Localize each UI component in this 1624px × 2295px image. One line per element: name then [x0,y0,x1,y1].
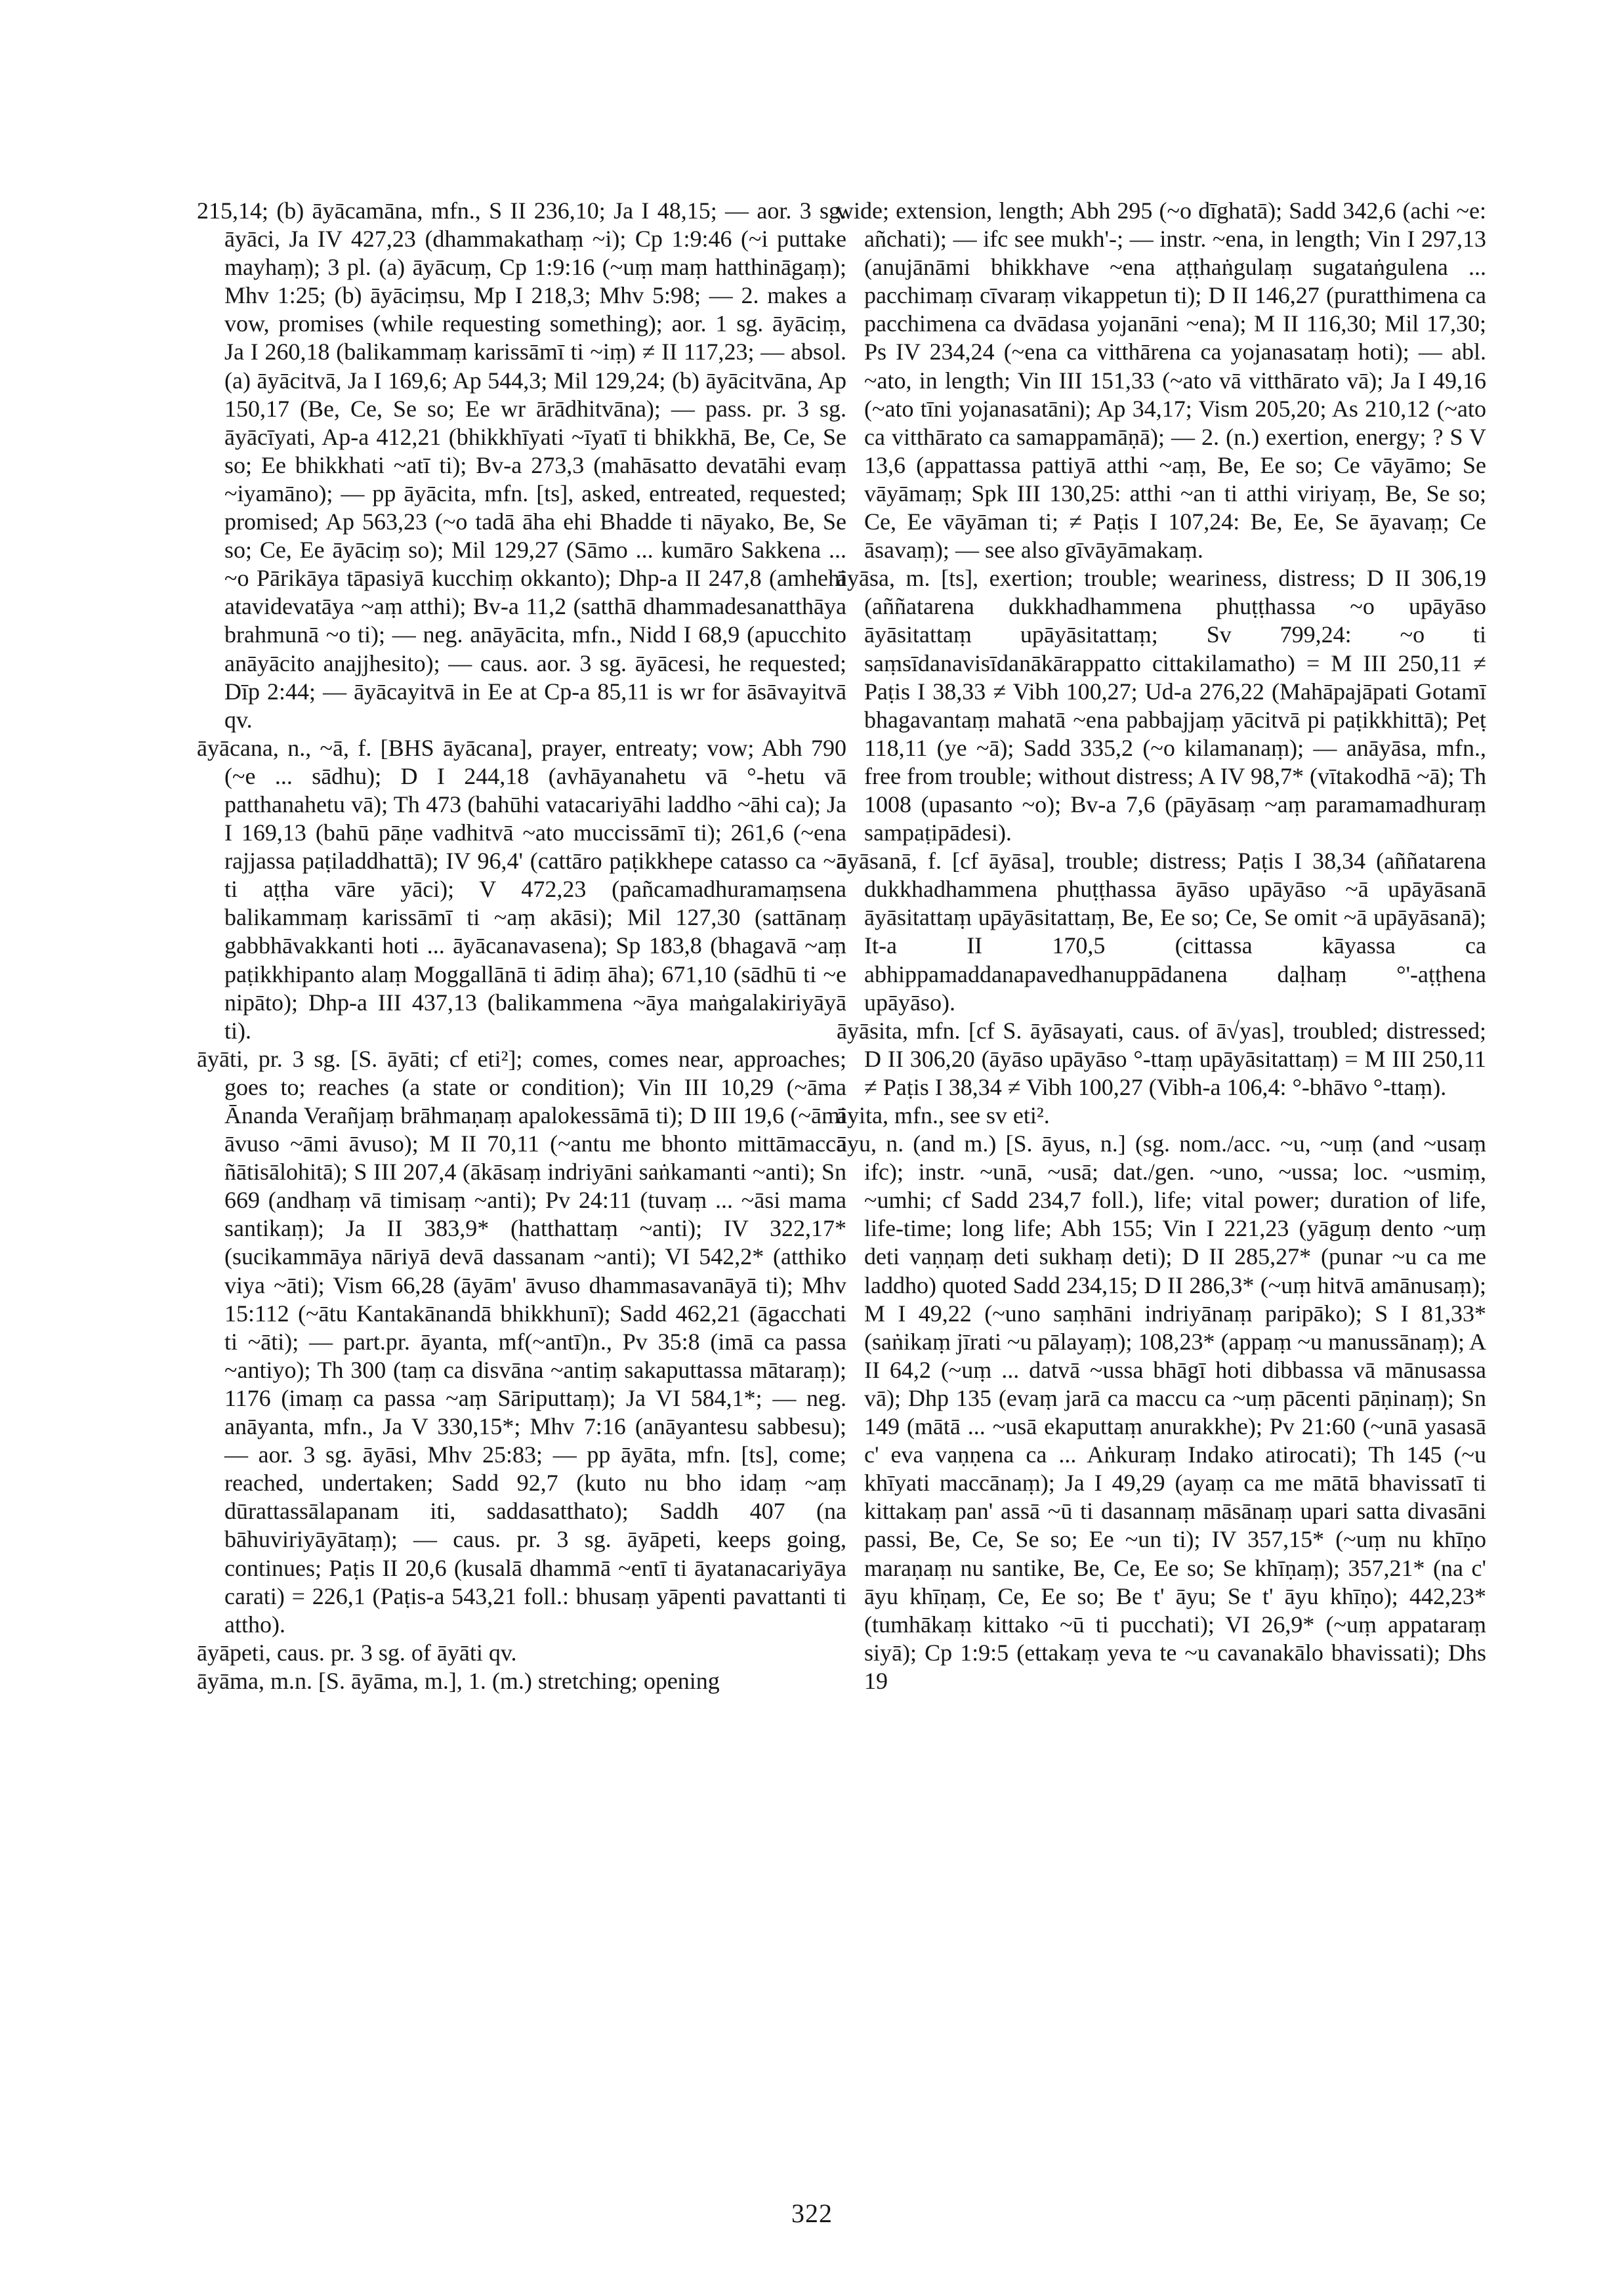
entry-paragraph: āyāsanā, f. [cf āyāsa], trouble; distress; Paṭis I 38,34 (aññatarena dukkhadhammena phuṭṭhassa āyāso upāyāso ~ā upāyāsanā āyāsitattaṃ upāyāsitattaṃ, Be, Ee so; Ce, Se omit ~ā upāyāsanā); It-a II 170,5 (cittassa kāyassa ca abhippamaddanapavedhanuppādanena daḷhaṃ °'-aṭṭhena upāyāso). [837,848,1486,1016]
entry-paragraph: āyāma, m.n. [S. āyāma, m.], 1. (m.) stretching; opening [197,1667,720,1694]
page-number: 322 [791,2199,833,2228]
entry-paragraph: āyāsa, m. [ts], exertion; trouble; weariness, distress; D II 306,19 (aññatarena dukkhadhammena phuṭṭhassa ~o upāyāso āyāsitattaṃ upāyāsitattaṃ; Sv 799,24: ~o ti saṃsīdanavisīdanākārappatto cittakilamatho) = M III 250,11 ≠ Paṭis I 38,33 ≠ Vibh 100,27; Ud-a 276,22 (Mahāpajāpati Gotamī bhagavantaṃ mahatā ~ena pabbajjaṃ yācitvā pi paṭikkhittā); Peṭ 118,11 (ye ~ā); Sadd 335,2 (~o kilamanaṃ); — anāyāsa, mfn., free from trouble; without distress; A IV 98,7* (vītakodhā ~ā); Th 1008 (upasanto ~o); Bv-a 7,6 (pāyāsaṃ ~aṃ paramamadhuraṃ sampaṭipādesi). [837,565,1486,846]
right-column [837,197,1486,2099]
entry-paragraph: āyāti, pr. 3 sg. [S. āyāti; cf eti²]; comes, comes near, approaches; goes to; reaches (a state or condition); Vin III 10,29 (~āma Ānanda Verañjaṃ brāhmaṇaṃ apalokessāmā ti); D III 19,6 (~āmi āvuso ~āmi āvuso); M II 70,11 (~antu me bhonto mittāmaccā ñātisālohitā); S III 207,4 (ākāsaṃ indriyāni saṅkamanti ~anti); Sn 669 (andhaṃ vā timisaṃ ~anti); Pv 24:11 (tuvaṃ ... ~āsi mama santikaṃ); Ja II 383,9* (hatthattaṃ ~anti); IV 322,17* (sucikammāya nāriyā devā dassanam ~anti); VI 542,2* (atthiko viya ~āti); Vism 66,28 (āyām' āvuso dhammasavanāyā ti); Mhv 15:112 (~ātu Kantakānandā bhikkhunī); Sadd 462,21 (āgacchati ti ~āti); — part.pr. āyanta, mf(~antī)n., Pv 35:8 (imā ca passa ~antiyo); Th 300 (taṃ ca disvāna ~antiṃ sakaputtassa mātaraṃ); 1176 (imaṃ ca passa ~aṃ Sāriputtaṃ); Ja VI 584,1*; — neg. anāyanta, mfn., Ja V 330,15*; Mhv 7:16 (anāyantesu sabbesu); — aor. 3 sg. āyāsi, Mhv 25:83; — pp āyāta, mfn. [ts], come; reached, undertaken; Sadd 92,7 (kuto nu bho idaṃ ~aṃ dūrattassālapanam iti, saddasatthato); Saddh 407 (na bāhuviriyāyātaṃ); — caus. pr. 3 sg. āyāpeti, keeps going, continues; Paṭis II 20,6 (kusalā dhammā ~entī ti āyatanacariyāya carati) = 226,1 (Paṭis-a 543,21 foll.: bhusaṃ yāpenti pavattanti ti attho). [197,1045,846,1638]
entry-paragraph: āyācana, n., ~ā, f. [BHS āyācana], prayer, entreaty; vow; Abh 790 (~e ... sādhu); D I 244,18 (avhāyanahetu vā °-hetu vā patthanahetu vā); Th 473 (bahūhi vatacariyāhi laddho ~āhi ca); Ja I 169,13 (bahū pāṇe vadhitvā ~ato muccissāmī ti); 261,6 (~ena rajjassa paṭiladdhattā); IV 96,4' (cattāro paṭikkhepe catasso ca ~ā ti aṭṭha vāre yāci); V 472,23 (pañcamadhuramaṃsena balikammaṃ karissāmī ti ~aṃ akāsi); Mil 127,30 (sattānaṃ gabbhāvakkanti hoti ... āyācanavasena); Sp 183,8 (bhagavā ~aṃ paṭikkhipanto alaṃ Moggallānā ti ādiṃ āha); 671,10 (sādhū ti ~e nipāto); Dhp-a III 437,13 (balikammena ~āya maṅgalakiriyāyā ti). [197,734,846,1044]
entry-paragraph: āyāpeti, caus. pr. 3 sg. of āyāti qv. [197,1639,517,1666]
entry-paragraph: āyita, mfn., see sv eti². [837,1102,1050,1128]
entry-paragraph: wide; extension, length; Abh 295 (~o dīghatā); Sadd 342,6 (achi ~e: añchati); — ifc see mukh'-; — instr. ~ena, in length; Vin I 297,13 (anujānāmi bhikkhave ~ena aṭṭhaṅgulaṃ sugataṅgulena ... pacchimaṃ cīvaraṃ vikappetun ti); D II 146,27 (puratthimena ca pacchimena ca dvādasa yojanāni ~ena); M II 116,30; Mil 17,30; Ps IV 234,24 (~ena ca vitthārena ca yojanasataṃ hoti); — abl. ~ato, in length; Vin III 151,33 (~ato vā vitthārato vā); Ja I 49,16 (~ato tīni yojanasatāni); Ap 34,17; Vism 205,20; As 210,12 (~ato ca vitthārato ca samappamāṇā); — 2. (n.) exertion, energy; ? S V 13,6 (appattassa pattiyā atthi ~aṃ, Be, Ee so; Ce vāyāmo; Se vāyāmaṃ; Spk III 130,25: atthi ~an ti atthi viriyaṃ, Be, Se so; Ce, Ee vāyāman ti; ≠ Paṭis I 107,24: Be, Ee, Se āyavaṃ; Ce āsavaṃ); — see also gīvāyāmakaṃ. [837,197,1486,564]
entry-paragraph: 215,14; (b) āyācamāna, mfn., S II 236,10; Ja I 48,15; — aor. 3 sg. āyāci, Ja IV 427,23 (dhammakathaṃ ~i); Cp 1:9:46 (~i puttake mayhaṃ); 3 pl. (a) āyācuṃ, Cp 1:9:16 (~uṃ maṃ hatthināgaṃ); Mhv 1:25; (b) āyāciṃsu, Mp I 218,3; Mhv 5:98; — 2. makes a vow, promises (while requesting something); aor. 1 sg. āyāciṃ, Ja I 260,18 (balikammaṃ karissāmī ti ~iṃ) ≠ II 117,23; — absol. (a) āyācitvā, Ja I 169,6; Ap 544,3; Mil 129,24; (b) āyācitvāna, Ap 150,17 (Be, Ce, Se so; Ee wr ārādhitvāna); — pass. pr. 3 sg. āyācīyati, Ap-a 412,21 (bhikkhīyati ~īyatī ti bhikkhā, Be, Ce, Se so; Ee bhikkhati ~atī ti); Bv-a 273,3 (mahāsatto devatāhi evaṃ ~iyamāno); — pp āyācita, mfn. [ts], asked, entreated, requested; promised; Ap 563,23 (~o tadā āha ehi Bhadde ti nāyako, Be, Se so; Ce, Ee āyāciṃ so); Mil 129,27 (Sāmo ... kumāro Sakkena ... ~o Pārikāya tāpasiyā kucchiṃ okkanto); Dhp-a II 247,8 (amhehi atavidevatāya ~aṃ atthi); Bv-a 11,2 (satthā dhammadesanatthāya brahmunā ~o ti); — neg. anāyācita, mfn., Nidd I 68,9 (apucchito anāyācito anajjhesito); — caus. aor. 3 sg. āyācesi, he requested; Dīp 2:44; — āyācayitvā in Ee at Cp-a 85,11 is wr for āsāvayitvā qv. [197,197,846,733]
left-column [197,197,846,2099]
entry-paragraph: āyāsita, mfn. [cf S. āyāsayati, caus. of ā√yas], troubled; distressed; D II 306,20 (āyāso upāyāso °-ttaṃ upāyāsitattaṃ) = M III 250,11 ≠ Paṭis I 38,34 ≠ Vibh 100,27 (Vibh-a 106,4: °-bhāvo °-ttaṃ). [837,1017,1486,1100]
entry-paragraph: āyu, n. (and m.) [S. āyus, n.] (sg. nom./acc. ~u, ~uṃ (and ~usaṃ ifc); instr. ~unā, ~usā; dat./gen. ~uno, ~ussa; loc. ~usmiṃ, ~umhi; cf Sadd 234,7 foll.), life; vital power; duration of life, life-time; long life; Abh 155; Vin I 221,23 (yāguṃ dento ~uṃ deti vaṇṇaṃ deti sukhaṃ deti); D II 285,27* (punar ~u ca me laddho) quoted Sadd 234,15; D II 286,3* (~uṃ hitvā amānusaṃ); M I 49,22 (~uno saṃhāni indriyānaṃ paripāko); S I 81,33* (saṅikaṃ jīrati ~u pālayaṃ); 108,23* (appaṃ ~u manussānaṃ); A II 64,2 (~uṃ ... datvā ~ussa bhāgī hoti dibbassa vā mānusassa vā); Dhp 135 (evaṃ jarā ca maccu ca ~uṃ pācenti pāṇinaṃ); Sn 149 (mātā ... ~usā ekaputtaṃ anurakkhe); Pv 21:60 (~unā yasasā c' eva vaṇṇena ca ... Aṅkuraṃ Indako atirocati); Th 145 (~u khīyati maccānaṃ); Ja I 49,29 (ayaṃ ca me mātā bhavissatī ti kittakaṃ pan' assā ~ū ti dasannaṃ māsānaṃ upari satta divasāni passi, Be, Ce, Se so; Ee ~un ti); IV 357,15* (~uṃ nu khīṇo maraṇaṃ nu santike, Be, Ce, Ee so; Se khīṇaṃ); 357,21* (na c' āyu khīṇaṃ, Ce, Ee so; Be t' āyu; Se t' āyu khīṇo); 442,23* (tumhākaṃ kittako ~ū ti pucchati); VI 26,9* (~uṃ appataraṃ siyā); Cp 1:9:5 (ettakaṃ yeva te ~u cavanakālo bhavissati); Dhs 19 [837,1130,1486,1694]
